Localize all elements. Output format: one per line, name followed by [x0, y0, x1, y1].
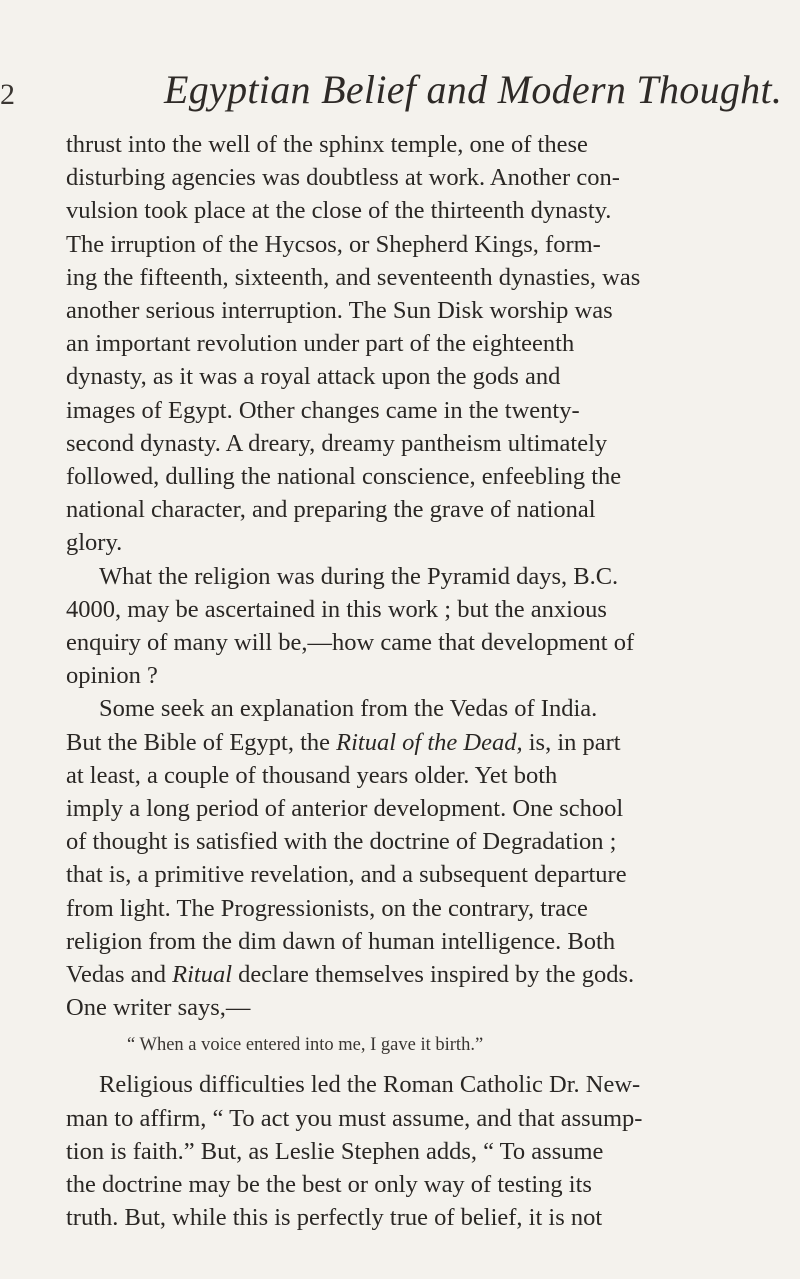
text-line: 4000, may be ascertained in this work ; but the anxious	[66, 595, 607, 623]
text-line: vulsion took place at the close of the thirteenth dynasty.	[66, 197, 612, 225]
text-line: thrust into the well of the sphinx temple, one of these	[66, 131, 588, 158]
text-line: Religious difficulties led the Roman Catholic Dr. New-	[99, 1071, 641, 1099]
text-line: disturbing agencies was doubtless at work. Another con-	[66, 164, 620, 192]
paragraph-sphinx-temple	[66, 128, 766, 560]
text-line	[66, 726, 766, 759]
text-line: of thought is satisfied with the doctrine of Degradation ;	[66, 828, 617, 856]
text-line: Some seek an explanation from the Vedas of India.	[99, 695, 598, 723]
block-quote: “ When a voice entered into me, I gave it birth.”	[127, 1035, 484, 1056]
book-title-ritual: Ritual	[172, 961, 233, 989]
paragraph-pyramid-days	[66, 560, 766, 693]
text-line: that is, a primitive revelation, and a subsequent departure	[66, 861, 627, 889]
text-line: followed, dulling the national conscience, enfeebling the	[66, 463, 622, 491]
running-title: Egyptian Belief and Modern Thought.	[164, 67, 783, 112]
text-line: from light. The Progressionists, on the contrary, trace	[66, 894, 588, 922]
page-number: 2	[0, 78, 15, 111]
text-line: the doctrine may be the best or only way of testing its	[66, 1171, 592, 1199]
text-line: at least, a couple of thousand years older. Yet both	[66, 761, 558, 789]
page-body	[66, 128, 766, 1235]
text-line: dynasty, as it was a royal attack upon the gods and	[66, 363, 561, 391]
text-line	[66, 958, 766, 991]
text-fragment: is, in part	[522, 728, 621, 756]
text-fragment: Vedas and	[66, 961, 173, 989]
text-line: One writer says,—	[66, 994, 251, 1022]
text-line: truth. But, while this is perfectly true of belief, it is not	[66, 1204, 603, 1232]
text-line: tion is faith.” But, as Leslie Stephen adds, “ To assume	[66, 1137, 604, 1165]
text-line: enquiry of many will be,—how came that development of	[66, 629, 635, 657]
text-line: ing the fifteenth, sixteenth, and seventeenth dynasties, was	[66, 263, 641, 291]
page-header	[0, 66, 800, 116]
text-line: glory.	[66, 529, 123, 557]
text-line: national character, and preparing the grave of national	[66, 496, 596, 524]
text-line: images of Egypt. Other changes came in the twenty-	[66, 396, 580, 424]
text-fragment: declare themselves inspired by the gods.	[232, 961, 635, 989]
text-fragment: But the Bible of Egypt, the	[66, 728, 337, 756]
text-line: man to affirm, “ To act you must assume, and that assump-	[66, 1104, 643, 1132]
text-line: The irruption of the Hycsos, or Shepherd Kings, form-	[66, 230, 601, 258]
text-line: What the religion was during the Pyramid days, B.C.	[99, 562, 619, 590]
text-line: an important revolution under part of the eighteenth	[66, 330, 575, 358]
paragraph-newman	[66, 1068, 766, 1234]
text-line: another serious interruption. The Sun Disk worship was	[66, 297, 613, 325]
text-line: opinion ?	[66, 662, 158, 690]
text-line: imply a long period of anterior development. One school	[66, 795, 624, 823]
book-title-ritual-of-the-dead: Ritual of the Dead,	[336, 728, 523, 756]
text-line: religion from the dim dawn of human intelligence. Both	[66, 927, 616, 955]
paragraph-vedas	[66, 692, 766, 1024]
text-line: second dynasty. A dreary, dreamy pantheism ultimately	[66, 429, 608, 457]
